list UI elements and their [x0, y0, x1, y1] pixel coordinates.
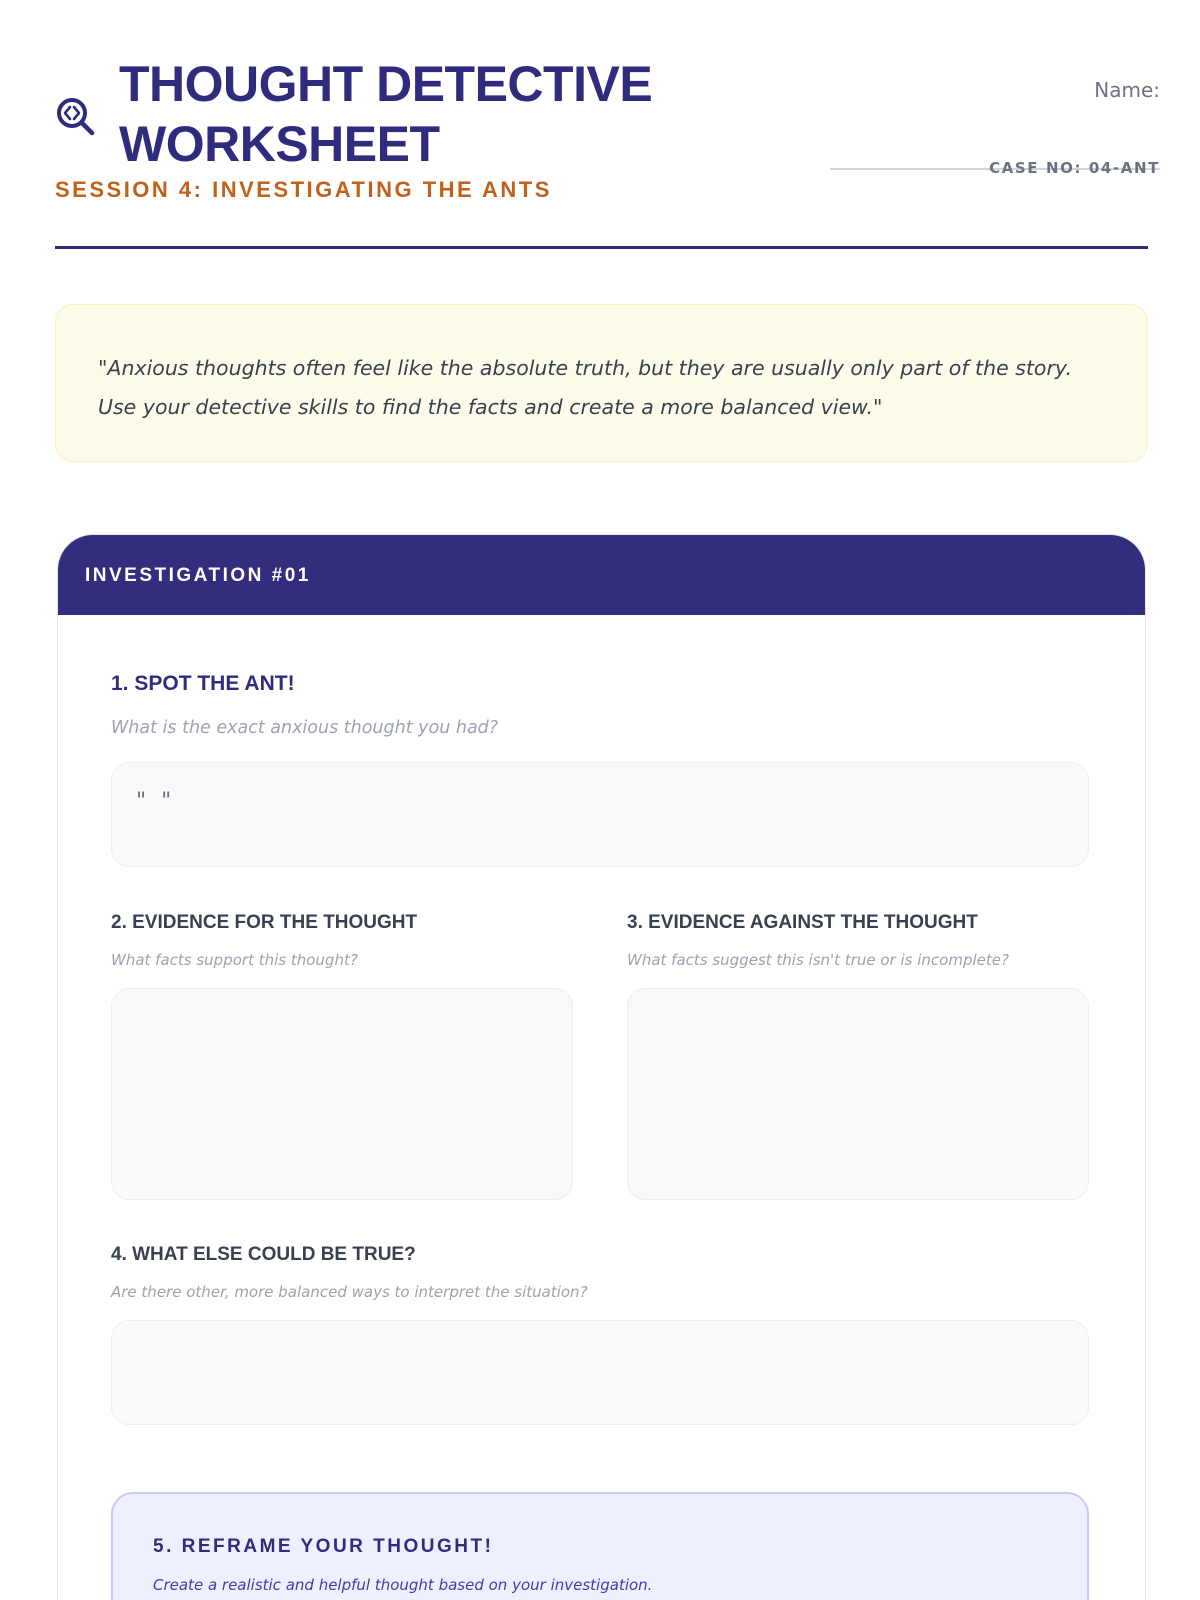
investigation-card — [57, 534, 1146, 1600]
worksheet-header — [55, 50, 1160, 255]
q2-title: 2. EVIDENCE FOR THE THOUGHT — [111, 912, 418, 933]
q2-hint: What facts support this thought? — [111, 951, 358, 969]
session-subtitle: SESSION 4: INVESTIGATING THE ANTS — [55, 177, 552, 202]
q5-hint: Create a realistic and helpful thought based on your investigation. — [153, 1576, 653, 1594]
q4-answer-field[interactable] — [111, 1320, 1089, 1425]
case-number: CASE NO: 04-ANT — [989, 159, 1160, 177]
investigation-title: INVESTIGATION #01 — [85, 565, 311, 586]
q1-answer-field[interactable] — [111, 762, 1089, 867]
intro-quote-box — [55, 304, 1148, 462]
page-title: THOUGHT DETECTIVE WORKSHEET — [119, 56, 653, 172]
intro-quote: "Anxious thoughts often feel like the absolute truth, but they are usually only part of the story. Use your detective skills to find the facts and create a more balanced view." — [98, 356, 1072, 419]
q2-answer-field[interactable] — [111, 988, 573, 1200]
q1-answer-value: " " — [136, 789, 176, 814]
q1-hint: What is the exact anxious thought you had? — [111, 718, 499, 738]
name-label: Name: — [1094, 78, 1160, 102]
q1-title: 1. SPOT THE ANT! — [111, 672, 295, 695]
q3-answer-field[interactable] — [627, 988, 1089, 1200]
header-divider — [55, 246, 1148, 249]
q3-hint: What facts suggest this isn't true or is incomplete? — [627, 951, 1009, 969]
q4-hint: Are there other, more balanced ways to interpret the situation? — [111, 1283, 588, 1301]
q4-title: 4. WHAT ELSE COULD BE TRUE? — [111, 1244, 416, 1265]
q3-title: 3. EVIDENCE AGAINST THE THOUGHT — [627, 912, 978, 933]
investigation-header — [58, 535, 1145, 615]
reframe-box[interactable] — [111, 1492, 1089, 1600]
magnifying-glass-icon — [55, 96, 95, 136]
q5-title: 5. REFRAME YOUR THOUGHT! — [153, 1536, 494, 1557]
